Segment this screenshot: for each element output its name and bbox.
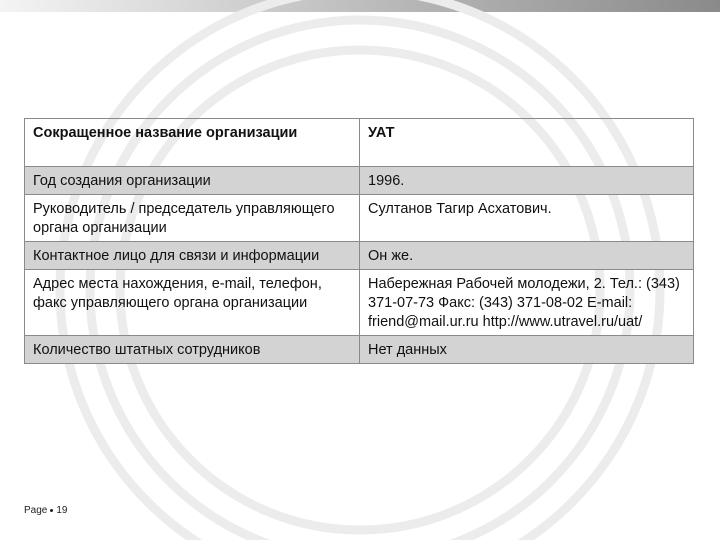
table-row: [25, 195, 694, 242]
bullet-icon: [50, 509, 53, 512]
page-number: 19: [56, 505, 68, 516]
page-label: Page: [24, 505, 48, 516]
page-footer: [24, 505, 67, 516]
row-label: Сокращенное название организации: [25, 119, 360, 167]
table-row: [25, 167, 694, 195]
row-label: Контактное лицо для связи и информации: [25, 242, 360, 270]
row-value: УАТ: [360, 119, 694, 167]
table-row: [25, 270, 694, 336]
row-value: 1996.: [360, 167, 694, 195]
row-label: Количество штатных сотрудников: [25, 336, 360, 364]
row-value: Султанов Тагир Асхатович.: [360, 195, 694, 242]
row-label: Год создания организации: [25, 167, 360, 195]
top-decorative-band: [0, 0, 720, 12]
table-row: [25, 242, 694, 270]
row-label: Руководитель / председатель управляющего органа организации: [25, 195, 360, 242]
row-value: Набережная Рабочей молодежи, 2. Тел.: (343) 371-07-73 Факс: (343) 371-08-02 E-mail: friend@mail.ur.ru http://www.utravel.ru/uat/: [360, 270, 694, 336]
organization-info-table: [24, 118, 694, 364]
row-value: Нет данных: [360, 336, 694, 364]
row-label: Адрес места нахождения, e-mail, телефон, факс управляющего органа организации: [25, 270, 360, 336]
row-value: Он же.: [360, 242, 694, 270]
table-row: [25, 336, 694, 364]
table-row: [25, 119, 694, 167]
